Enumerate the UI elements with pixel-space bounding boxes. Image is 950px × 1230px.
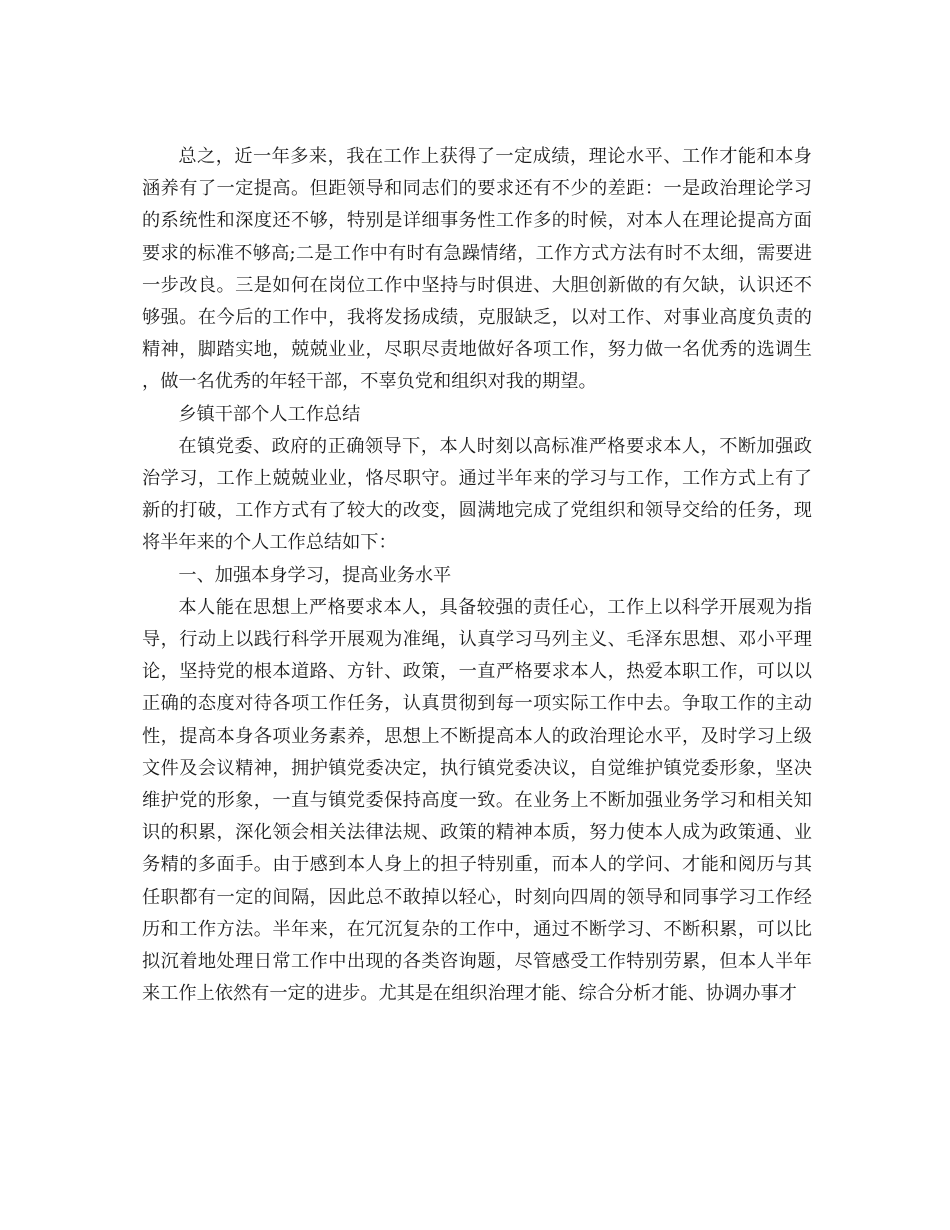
summary-paragraph: 总之，近一年多来，我在工作上获得了一定成绩，理论水平、工作才能和本身涵养有了一定提高。但距领导和同志们的要求还有不少的差距：一是政治理论学习的系统性和深度还不够，特别是详细事务性工作多的时候，对本人在理论提高方面要求的标准不够高;二是工作中有时有急躁情绪，工作方式方法有时不太细，需要进一步改良。三是如何在岗位工作中坚持与时俱进、大胆创新做的有欠缺，认识还不够强。在今后的工作中，我将发扬成绩，克服缺乏，以对工作、对事业高度负责的精神，脚踏实地，兢兢业业，尽职尽责地做好各项工作，努力做一名优秀的选调生，做一名优秀的年轻干部，不辜负党和组织对我的期望。 xyxy=(142,146,812,393)
subsection-heading: 一、加强本身学习，提高业务水平 xyxy=(178,564,452,586)
section-title: 乡镇干部个人工作总结 xyxy=(178,403,361,425)
body-paragraph: 本人能在思想上严格要求本人，具备较强的责任心，工作上以科学开展观为指导，行动上以践行科学开展观为准绳，认真学习马列主义、毛泽东思想、邓小平理论，坚持党的根本道路、方针、政策，一直严格要求本人，热爱本职工作，可以以正确的态度对待各项工作任务，认真贯彻到每一项实际工作中去。争取工作的主动性，提高本身各项业务素养，思想上不断提高本人的政治理论水平，及时学习上级文件及会议精神，拥护镇党委决定，执行镇党委决议，自觉维护镇党委形象，坚决维护党的形象，一直与镇党委保持高度一致。在业务上不断加强业务学习和相关知识的积累，深化领会相关法律法规、政策的精神本质，努力使本人成为政策通、业务精的多面手。由于感到本人身上的担子特别重，而本人的学问、才能和阅历与其任职都有一定的间隔，因此总不敢掉以轻心，时刻向四周的领导和同事学习工作经历和工作方法。半年来，在冗沉复杂的工作中，通过不断学习、不断积累，可以比拟沉着地处理日常工作中出现的各类咨询题，尽管感受工作特别劳累，但本人半年来工作上依然有一定的进步。尤其是在组织治理才能、综合分析才能、协调办事才 xyxy=(142,596,812,1005)
intro-paragraph: 在镇党委、政府的正确领导下，本人时刻以高标准严格要求本人，不断加强政治学习，工作上兢兢业业，恪尽职守。通过半年来的学习与工作，工作方式上有了新的打破，工作方式有了较大的改变，圆满地完成了党组织和领导交给的任务，现将半年来的个人工作总结如下： xyxy=(142,435,812,554)
document-body xyxy=(142,141,812,1010)
